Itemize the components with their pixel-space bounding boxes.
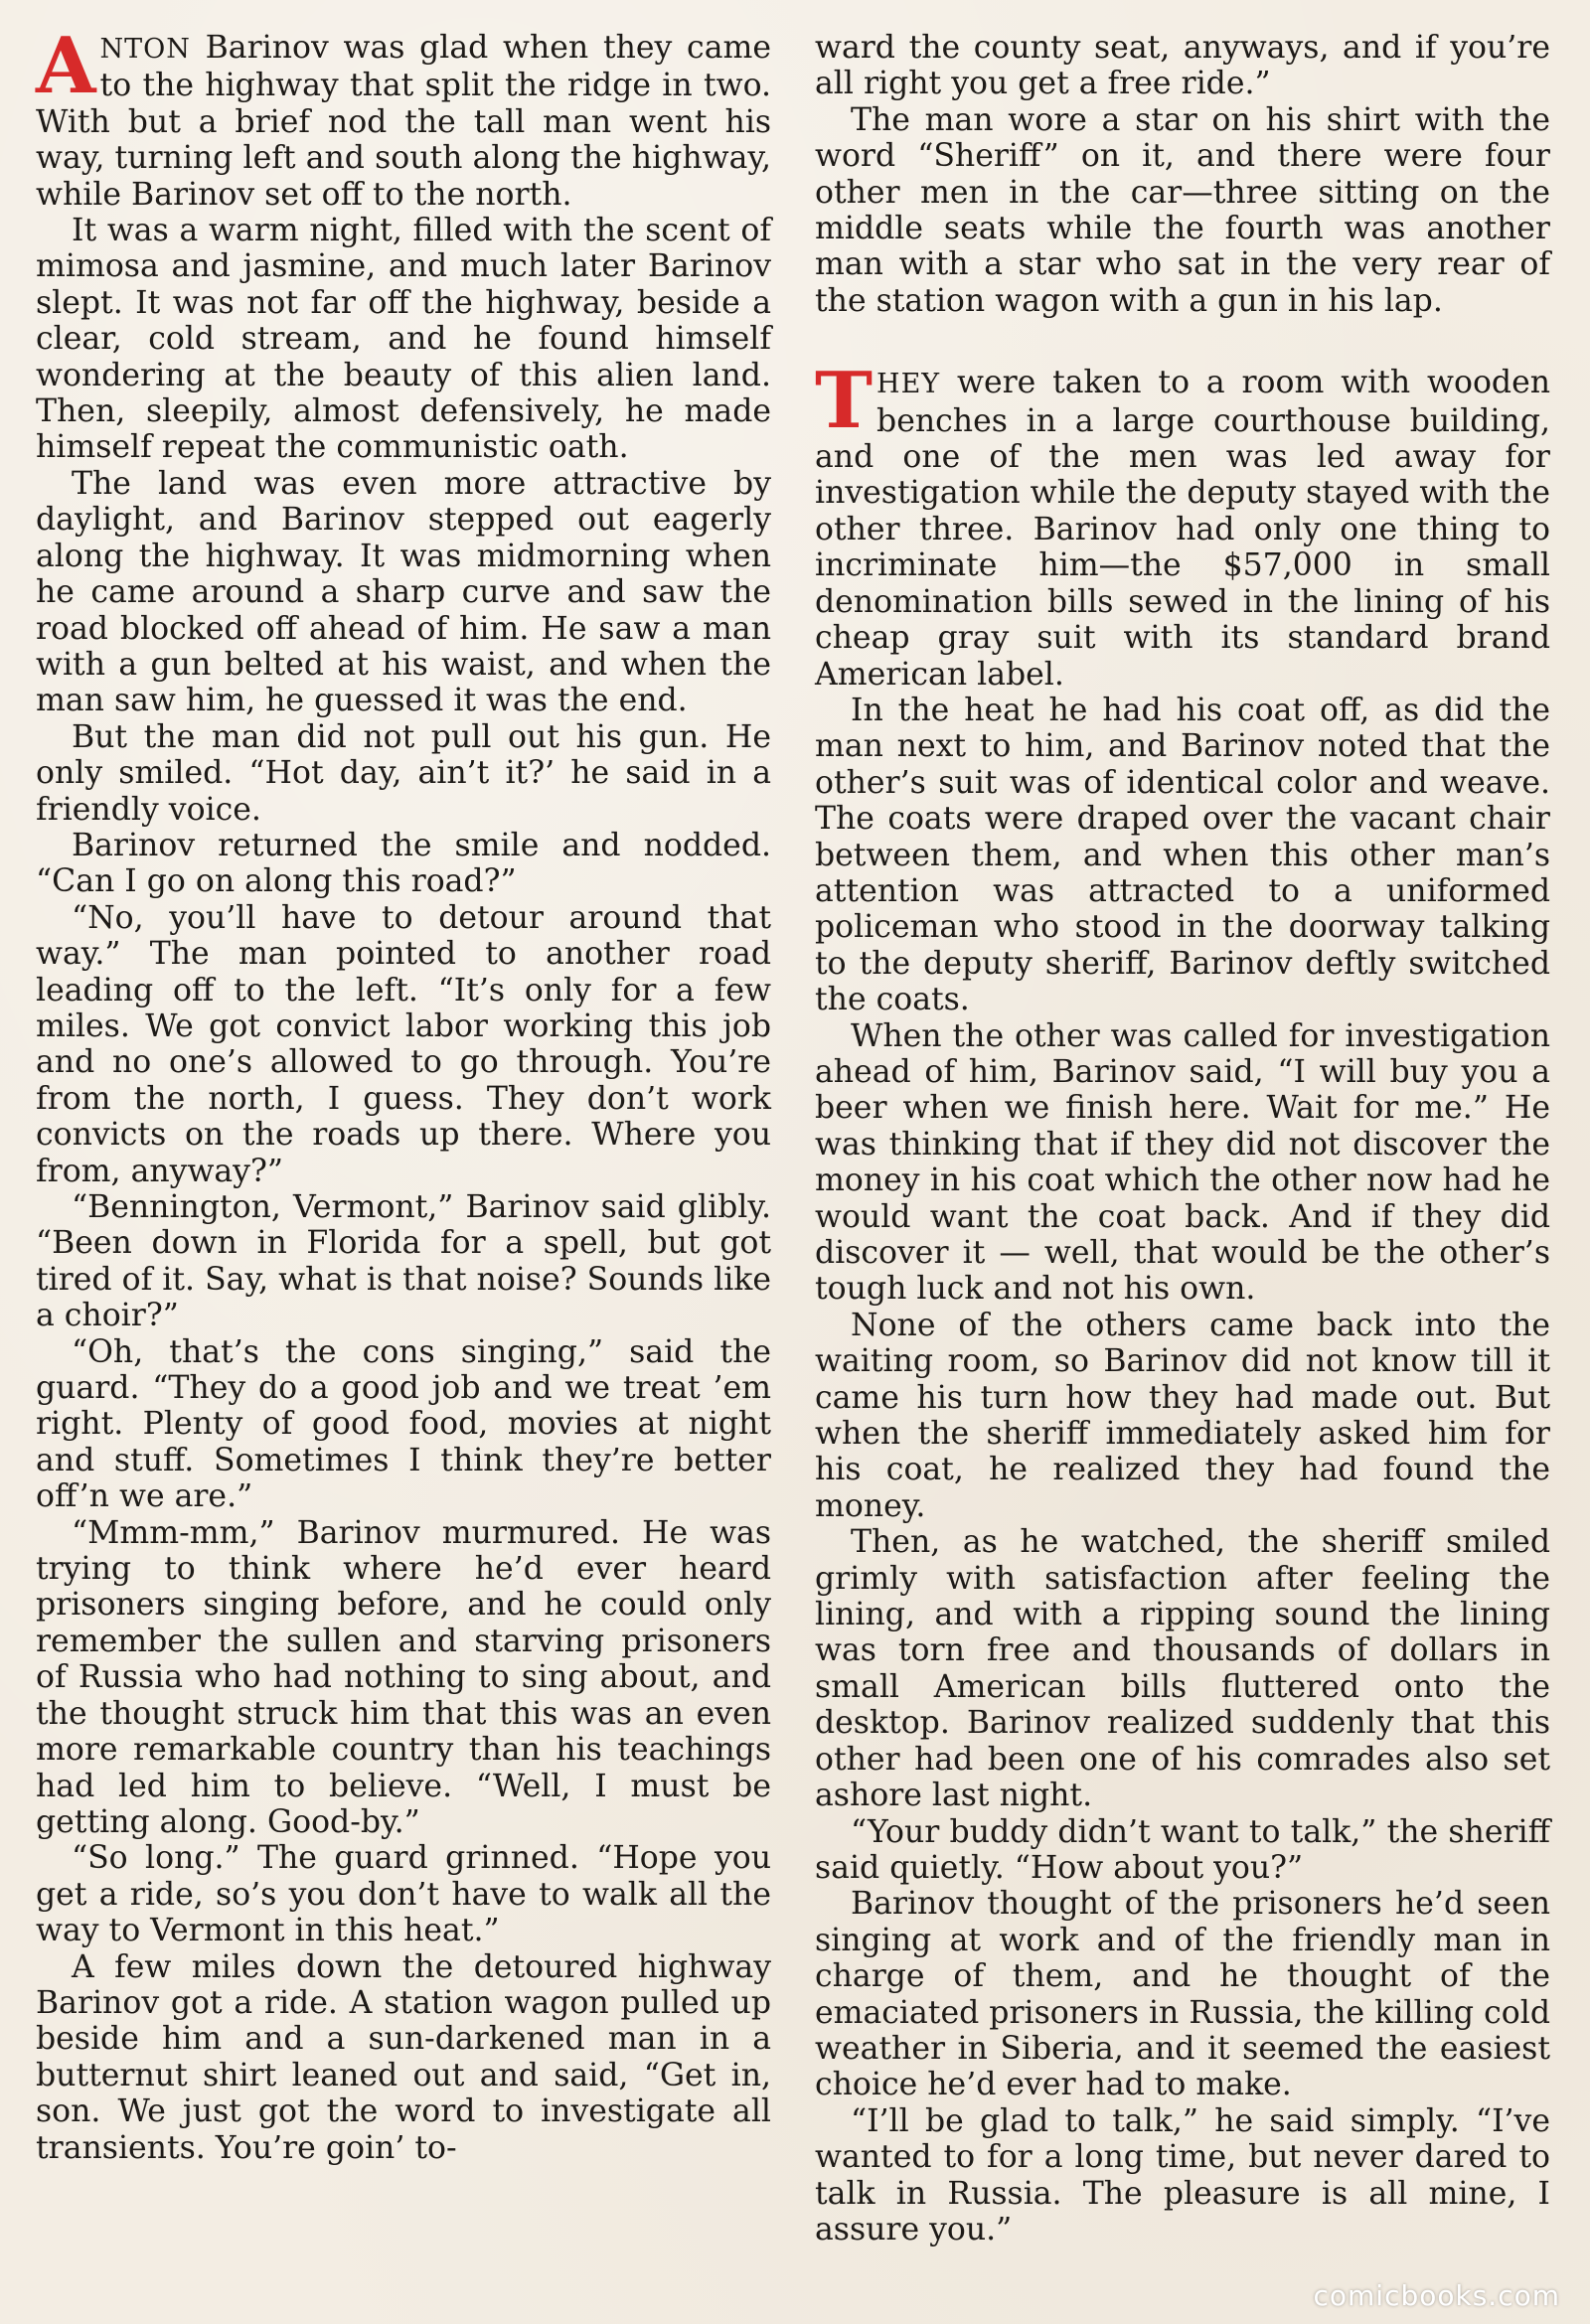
paragraph: “Bennington, Vermont,” Barinov said glibly. “Been down in Florida for a spell, but got tired of it. Say, what is that noise? Sounds like a choir?” bbox=[36, 1189, 771, 1334]
paragraph: A few miles down the detoured highway Barinov got a ride. A station wagon pulled up beside him and a sun-darkened man in a butternut shirt leaned out and said, “Get in, son. We just got the word to investigate all transients. You’re goin’ to- bbox=[36, 1948, 771, 2166]
paragraph: Barinov returned the smile and nodded. “Can I go on along this road?” bbox=[36, 827, 771, 900]
lead-word: NTON bbox=[99, 34, 191, 65]
paragraph: Barinov thought of the prisoners he’d seen singing at work and of the friendly man in charge of them, and he thought of the emaciated prisoners in Russia, the killing cold weather in Siberia, and it seemed the easiest choice he’d ever had to make. bbox=[815, 1886, 1550, 2103]
section-opening-paragraph bbox=[815, 356, 1550, 693]
paragraph: When the other was called for investigation ahead of him, Barinov said, “I will buy you a beer when we finish here. Wait for me.” He was thinking that if they did not discover the money in his coat which the other now had he would want the coat back. And if they did discover it — well, that would be the other’s tough luck and not his own. bbox=[815, 1017, 1550, 1308]
paragraph: “I’ll be glad to talk,” he said simply. “I’ve wanted to for a long time, but never dared to talk in Russia. The pleasure is all mine, I assure you.” bbox=[815, 2102, 1550, 2247]
paragraph: “Oh, that’s the cons singing,” said the guard. “They do a good job and we treat ’em right. Plenty of good food, movies at night and stuff. Sometimes I think they’re better off’n we are.” bbox=[36, 1333, 771, 1515]
opening-paragraph bbox=[36, 21, 771, 213]
lead-word: HEY bbox=[876, 369, 941, 400]
drop-cap-t: T bbox=[815, 356, 874, 447]
left-column bbox=[36, 21, 771, 2166]
paragraph: “Your buddy didn’t want to talk,” the sheriff said quietly. “How about you?” bbox=[815, 1813, 1550, 1886]
paragraph: But the man did not pull out his gun. He only smiled. “Hot day, ain’t it?’ he said in a friendly voice. bbox=[36, 718, 771, 828]
section-break bbox=[815, 319, 1550, 365]
paragraph: The land was even more attractive by daylight, and Barinov stepped out eagerly along the highway. It was midmorning when he came around a sharp curve and saw the road blocked off ahead of him. He saw a man with a gun belted at his waist, and when the man saw him, he guessed it was the end. bbox=[36, 465, 771, 719]
site-watermark: comicbooks.com bbox=[1313, 2279, 1560, 2312]
paragraph: It was a warm night, filled with the scent of mimosa and jasmine, and much later Barinov slept. It was not far off the highway, beside a clear, cold stream, and he found himself wondering at the beauty of this alien land. Then, sleepily, almost defensively, he made himself repeat the communistic oath. bbox=[36, 213, 771, 466]
paragraph: “So long.” The guard grinned. “Hope you get a ride, so’s you don’t have to walk all the way to Vermont in this heat.” bbox=[36, 1840, 771, 1949]
drop-cap-a: A bbox=[36, 21, 96, 111]
section-opening-text: were taken to a room with wooden benches in a large courthouse building, and one of the men was led away for investigation while the deputy stayed with the other three. Barinov had only one thing to incriminate him—the $57,000 in small denomination bills sewed in the lining of his cheap gray suit with its standard brand American label. bbox=[815, 365, 1550, 693]
right-column bbox=[815, 30, 1550, 2247]
paragraph: In the heat he had his coat off, as did the man next to him, and Barinov noted that the other’s suit was of identical color and weave. The coats were draped over the vacant chair between them, and when this other man’s attention was attracted to a uniformed policeman who stood in the doorway talking to the deputy sheriff, Barinov deftly switched the coats. bbox=[815, 692, 1550, 1018]
paragraph: The man wore a star on his shirt with the word “Sheriff” on it, and there were four other men in the car—three sitting on the middle seats while the fourth was another man with a star who sat in the very rear of the station wagon with a gun in his lap. bbox=[815, 101, 1550, 319]
paragraph: None of the others came back into the waiting room, so Barinov did not know till it came his turn how they had made out. But when the sheriff immediately asked him for his coat, he realized they had found the money. bbox=[815, 1307, 1550, 1524]
continuation-paragraph: ward the county seat, anyways, and if you’re all right you get a free ride.” bbox=[815, 30, 1550, 102]
paragraph: “Mmm-mm,” Barinov murmured. He was trying to think where he’d ever heard prisoners singing before, and he could only remember the sullen and starving prisoners of Russia who had nothing to sing about, and the thought struck him that this was an even more remarkable country than his teachings had led him to believe. “Well, I must be getting along. Good-by.” bbox=[36, 1514, 771, 1840]
paragraph: Then, as he watched, the sheriff smiled grimly with satisfaction after feeling the lining, and with a ripping sound the lining was torn free and thousands of dollars in small American bills fluttered onto the desktop. Barinov realized suddenly that this other had been one of his comrades also set ashore last night. bbox=[815, 1524, 1550, 1814]
paragraph: “No, you’ll have to detour around that way.” The man pointed to another road leading off to the left. “It’s only for a few miles. We got convict labor working this job and no one’s allowed to go through. You’re from the north, I guess. They don’t work convicts on the roads up there. Where you from, anyway?” bbox=[36, 899, 771, 1189]
opening-text: Barinov was glad when they came to the highway that split the ridge in two. With but a brief nod the tall man went his way, turning left and south along the highway, while Barinov set off to the north. bbox=[36, 30, 771, 213]
